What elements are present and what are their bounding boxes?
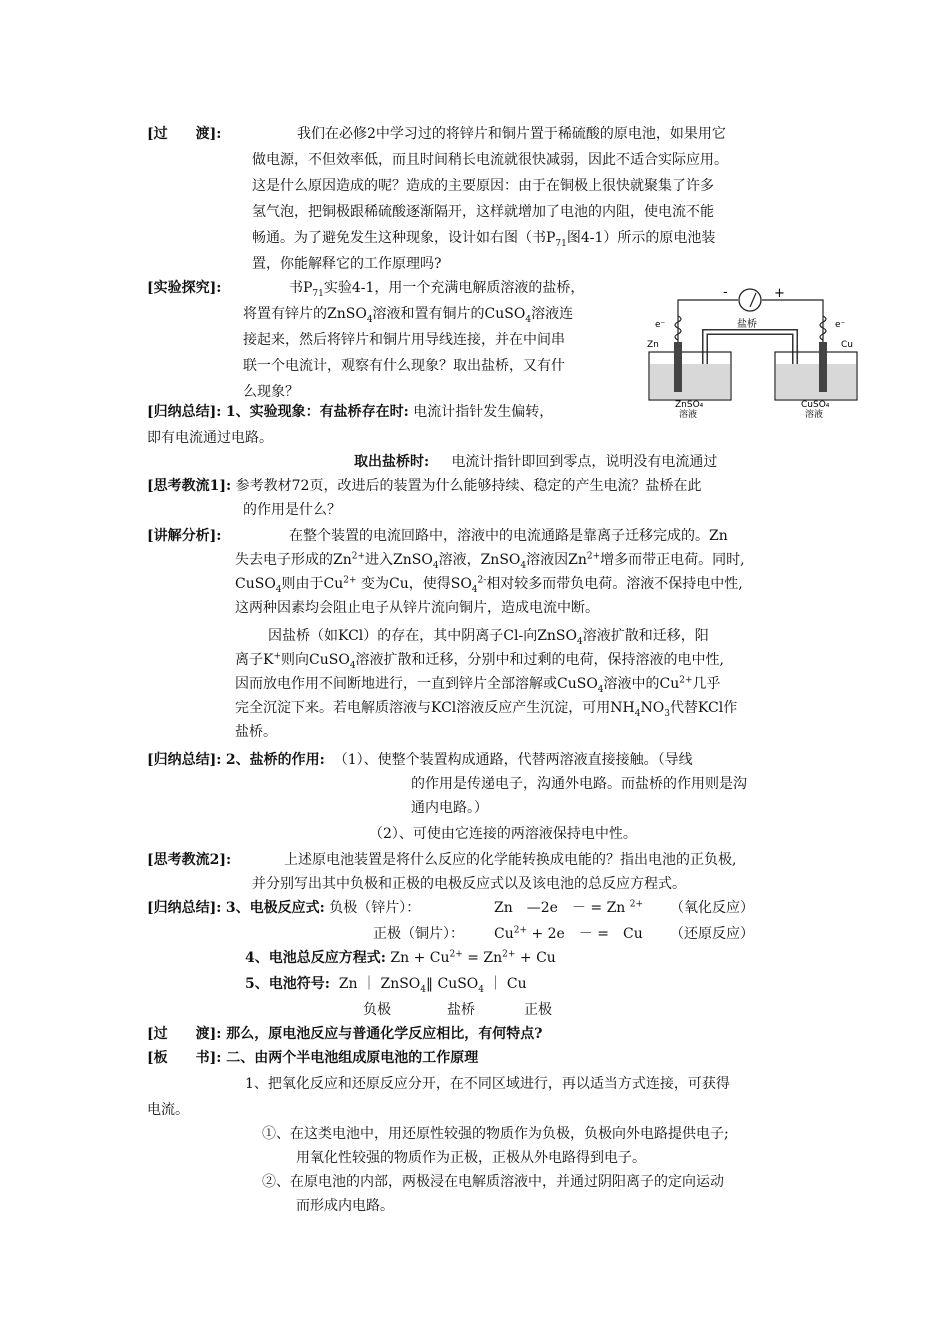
para-line: 书$P_{71}$实验4-1，用一个充满电解质溶液的盐桥， xyxy=(289,280,585,299)
salt-bridge-label: 盐桥 xyxy=(737,319,757,330)
galvanometer-icon xyxy=(739,289,761,311)
para-line: 在整个装置的电流回路中，溶液中的电流通路是靠离子迁移完成的。Zn xyxy=(289,528,728,544)
zn-electrode-label: Zn xyxy=(647,340,659,350)
positive-electrode-label: 正极（铜片）： xyxy=(373,926,464,942)
list-item: ①、在这类电池中，用还原性较强的物质作为负极，负极向外电路提供电子; xyxy=(262,1126,729,1142)
para-line: 因盐桥（如KCl）的存在，其中阴离子Cl-向ZnSO$_4$溶液扩散和迁移，阳 xyxy=(268,628,709,647)
para-line: 而形成内电路。 xyxy=(296,1198,394,1214)
solution-label-right: 溶液 xyxy=(805,410,824,420)
summary-3: [归纳总结]: 3、电极反应式: 负极（锌片）： xyxy=(147,900,421,916)
para-line: CuSO$_4$则由于$Cu^{2+}$ 变为Cu，使得$SO_4^{2-}$相对较多而带负电荷。溶液不保持电中性, xyxy=(235,575,743,595)
para-line: 盐桥。 xyxy=(235,724,277,740)
para-line: 1、把氧化反应和还原反应分开，在不同区域进行，再以适当方式连接，可获得 xyxy=(245,1076,730,1092)
para-line: 取出盐桥时: 电流计指针即回到零点，说明没有电流通过 xyxy=(354,454,718,470)
para-line: 这两种因素均会阻止电子从锌片流向铜片，造成电流中断。 xyxy=(235,600,599,616)
para-line: 上述原电池装置是将什么反应的化学能转换成电能的？指出电池的正负极, xyxy=(284,852,737,868)
label-positive: 正极 xyxy=(524,1002,552,1018)
para-line: 失去电子形成的$Zn^{2+}$进入ZnSO$_4$溶液，ZnSO$_4$溶液因$Zn^{2+}$增多而带正电荷。同时, xyxy=(235,551,745,571)
think-1: [思考教流1]: 参考教材72页，改进后的装置为什么能够持续、稳定的产生电流？盐桥在此 xyxy=(147,478,702,494)
para-line: 并分别写出其中负极和正极的电极反应式以及该电池的总反应方程式。 xyxy=(252,876,686,892)
para-line: 做电源，不但效率低，而且时间稍长电流就很快减弱，因此不适合实际应用。 xyxy=(252,152,728,168)
solution-label-left: 溶液 xyxy=(679,410,698,420)
total-reaction: 4、电池总反应方程式: $Zn + Cu^{2+} = Zn^{2+} + Cu$ xyxy=(245,949,556,966)
para-line: 通内电路。） xyxy=(411,800,488,816)
reduction-note: （还原反应） xyxy=(670,926,754,942)
para-line: 联一个电流计，观察有什么现象？取出盐桥，又有什 xyxy=(243,358,565,374)
minus-sign: - xyxy=(723,285,728,300)
transition-2: [过 渡]: 那么，原电池反应与普通化学反应相比，有何特点? xyxy=(147,1026,543,1042)
para-line: （2）、可使由它连接的两溶液保持电中性。 xyxy=(369,826,637,842)
para-line: 我们在必修2中学习过的将锌片和铜片置于稀硫酸的原电池，如果用它 xyxy=(297,126,726,142)
tag-analysis: [讲解分析]: xyxy=(147,528,222,544)
para-line: 置，你能解释它的工作原理吗? xyxy=(252,256,442,272)
electron-label-left: e⁻ xyxy=(655,320,666,330)
cuso4-label: CuSO₄ xyxy=(801,400,830,410)
negative-electrode-equation: Zn —2e － = Zn $^{2+}$ xyxy=(494,899,644,916)
galvanic-cell-diagram xyxy=(643,280,858,420)
para-line: 将置有锌片的ZnSO$_4$溶液和置有铜片的CuSO$_4$溶液连 xyxy=(243,306,574,325)
para-line: 这是什么原因造成的呢？造成的主要原因：由于在铜极上很快就聚集了许多 xyxy=(252,178,714,194)
tag-think-2: [思考教流2]: xyxy=(147,852,232,868)
para-line: 么现象？ xyxy=(243,384,299,400)
electron-label-right: e⁻ xyxy=(835,320,846,330)
cu-electrode-label: Cu xyxy=(841,340,853,350)
plus-sign: + xyxy=(774,286,785,301)
tag-experiment: [实验探究]: xyxy=(147,280,222,296)
para-line: 离子K+则向CuSO$_4$溶液扩散和迁移，分别中和过剩的电荷，保持溶液的电中性, xyxy=(235,651,724,671)
para-line: 电流。 xyxy=(147,1102,189,1118)
para-line: 因而放电作用不间断地进行，一直到锌片全部溶解或CuSO$_4$溶液中的$Cu^{2+}$几乎 xyxy=(235,675,721,695)
label-negative: 负极 xyxy=(363,1002,391,1018)
board-heading: [板 书]: 二、由两个半电池组成原电池的工作原理 xyxy=(147,1050,479,1066)
para-line: 畅通。为了避免发生这种现象，设计如右图（书$P_{71}$图4-1）所示的原电池装 xyxy=(252,230,716,249)
para-line: 的作用是传递电子，沟通外电路。而盐桥的作用则是沟 xyxy=(411,776,747,792)
para-line: 即有电流通过电路。 xyxy=(147,430,273,446)
summary-1: [归纳总结]: 1、实验现象：有盐桥存在时: 电流计指针发生偏转， xyxy=(147,404,554,420)
para-line: 用氧化性较强的物质作为正极，正极从外电路得到电子。 xyxy=(296,1150,646,1166)
label-bridge: 盐桥 xyxy=(447,1002,475,1018)
oxidation-note: （氧化反应） xyxy=(670,900,754,916)
tag-transition-1: [过 渡]: xyxy=(147,126,222,142)
para-line: 接起来，然后将锌片和铜片用导线连接，并在中间串 xyxy=(243,332,565,348)
list-item: ②、在原电池的内部，两极浸在电解质溶液中，并通过阴阳离子的定向运动 xyxy=(262,1174,724,1190)
znso4-label: ZnSO₄ xyxy=(675,400,704,410)
para-line: 完全沉淀下来。若电解质溶液与KCl溶液反应产生沉淀，可用$NH_4NO_3$代替KCl作 xyxy=(235,700,738,719)
summary-2: [归纳总结]: 2、盐桥的作用: （1）、使整个装置构成通路，代替两溶液直接接触。（导线 xyxy=(147,752,693,768)
cell-notation: 5、电池符号: Zn ｜ ZnSO$_4$‖ CuSO$_4$ ｜ Cu xyxy=(245,976,527,995)
para-line: 的作用是什么？ xyxy=(243,502,341,518)
positive-electrode-equation: $Cu^{2+} + 2e$ － = Cu xyxy=(494,925,643,942)
para-line: 氢气泡，把铜极跟稀硫酸逐渐隔开，这样就增加了电池的内阻，使电流不能 xyxy=(252,204,714,220)
